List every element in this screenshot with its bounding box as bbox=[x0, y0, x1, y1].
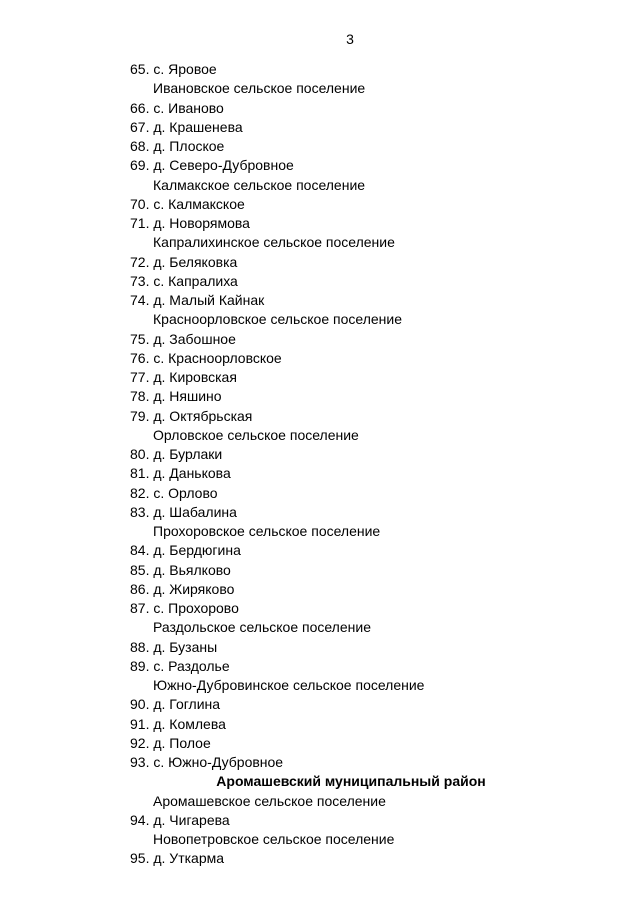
settlement-heading: Капралихинское сельское поселение bbox=[153, 234, 395, 251]
locality-entry: 73. с. Капралиха bbox=[130, 272, 238, 289]
locality-entry: 66. с. Иваново bbox=[130, 99, 224, 116]
locality-entry: 95. д. Уткарма bbox=[130, 850, 225, 867]
locality-entry: 77. д. Кировская bbox=[130, 369, 237, 385]
district-heading: Аромашевский муниципальный район bbox=[216, 773, 486, 790]
settlement-heading: Новопетровское сельское поселение bbox=[153, 831, 395, 847]
locality-entry: 82. с. Орлово bbox=[130, 484, 218, 501]
settlement-heading: Красноорловское сельское поселение bbox=[153, 311, 402, 328]
locality-entry: 78. д. Няшино bbox=[130, 388, 222, 405]
locality-entry: 92. д. Полое bbox=[130, 734, 211, 751]
document-body bbox=[0, 60, 640, 869]
locality-entry: 83. д. Шабалина bbox=[130, 503, 237, 520]
settlement-heading: Калмакское сельское поселение bbox=[153, 176, 366, 193]
locality-entry: 86. д. Жиряково bbox=[130, 580, 235, 597]
page-number: 3 bbox=[346, 31, 354, 47]
locality-entry: 71. д. Новорямова bbox=[130, 215, 250, 231]
locality-entry: 91. д. Комлева bbox=[130, 715, 226, 732]
locality-entry: 81. д. Данькова bbox=[130, 465, 231, 482]
settlement-heading: Орловское сельское поселение bbox=[153, 426, 359, 443]
locality-entry: 93. с. Южно-Дубровное bbox=[130, 754, 284, 770]
locality-entry: 68. д. Плоское bbox=[130, 138, 225, 154]
locality-entry: 87. с. Прохорово bbox=[130, 600, 239, 616]
settlement-heading: Ивановское сельское поселение bbox=[153, 80, 366, 97]
locality-entry: 74. д. Малый Кайнак bbox=[130, 292, 265, 308]
settlement-heading: Прохоровское сельское поселение bbox=[153, 523, 381, 539]
locality-entry: 72. д. Беляковка bbox=[130, 253, 238, 270]
locality-entry: 69. д. Северо-Дубровное bbox=[130, 157, 294, 174]
settlement-heading: Южно-Дубровинское сельское поселение bbox=[153, 677, 425, 693]
locality-entry: 84. д. Бердюгина bbox=[130, 542, 241, 559]
locality-entry: 67. д. Крашенева bbox=[130, 118, 243, 135]
locality-entry: 94. д. Чигарева bbox=[130, 811, 230, 828]
settlement-heading: Аромашевское сельское поселение bbox=[153, 792, 386, 809]
locality-entry: 79. д. Октябрьская bbox=[130, 407, 253, 424]
locality-entry: 85. д. Вьялково bbox=[130, 561, 231, 578]
locality-entry: 70. с. Калмакское bbox=[130, 195, 245, 212]
locality-entry: 88. д. Бузаны bbox=[130, 638, 218, 655]
settlement-heading: Раздольское сельское поселение bbox=[153, 619, 371, 636]
locality-entry: 90. д. Гоглина bbox=[130, 696, 221, 713]
locality-entry: 89. с. Раздолье bbox=[130, 657, 230, 674]
locality-entry: 80. д. Бурлаки bbox=[130, 446, 223, 462]
locality-entry: 76. с. Красноорловское bbox=[130, 349, 282, 366]
locality-entry: 75. д. Забошное bbox=[130, 330, 236, 347]
locality-entry: 65. с. Яровое bbox=[130, 61, 217, 77]
